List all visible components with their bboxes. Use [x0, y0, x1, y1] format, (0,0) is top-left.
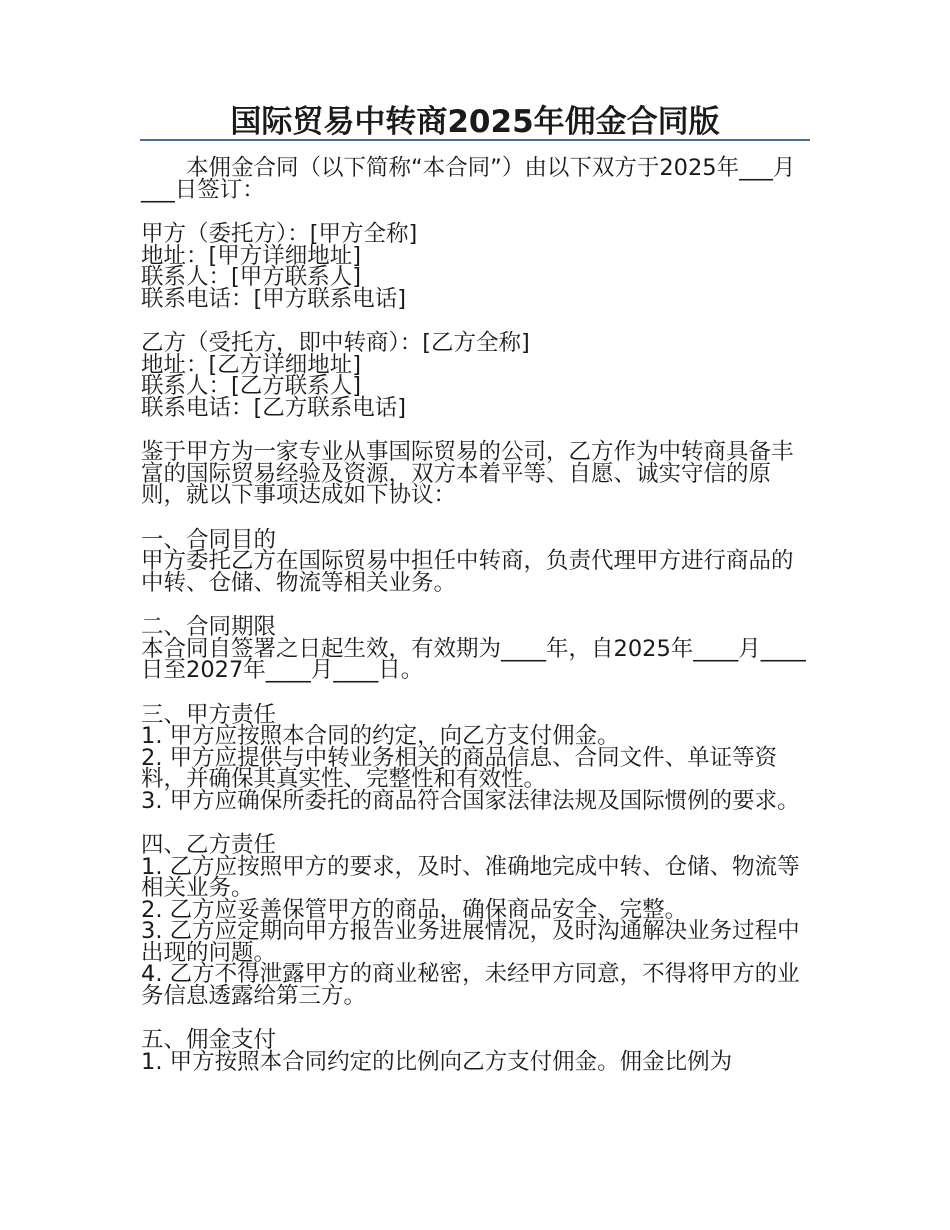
section-item: 本合同自签署之日起生效，有效期为____年，自2025年____月____日至2027年____月____日。 [141, 635, 806, 683]
preamble-paragraph: 鉴于甲方为一家专业从事国际贸易的公司，乙方作为中转商具备丰富的国际贸易经验及资源，双方本着平等、自愿、诚实守信的原则，就以下事项达成如下协议： [141, 439, 794, 508]
party-a-name: 甲方（委托方）：[甲方全称] [141, 221, 418, 247]
document-body [141, 155, 811, 1096]
intro-paragraph: 本佣金合同（以下简称“本合同”）由以下双方于2025年___月___日签订： [141, 155, 796, 203]
section-heading: 二、合同期限 [141, 614, 277, 640]
section-item: 1. 甲方应按照本合同的约定，向乙方支付佣金。 [141, 723, 620, 749]
section-heading: 三、甲方责任 [141, 701, 277, 728]
section-heading: 四、乙方责任 [141, 832, 277, 858]
section-commission [141, 1027, 811, 1075]
party-a-contact: 联系人：[甲方联系人] [141, 264, 362, 290]
party-a-phone: 联系电话：[甲方联系电话] [141, 285, 407, 312]
section-heading: 五、佣金支付 [141, 1027, 277, 1053]
party-b-name: 乙方（受托方，即中转商）：[乙方全称] [141, 330, 530, 356]
section-item: 甲方委托乙方在国际贸易中担任中转商，负责代理甲方进行商品的中转、仓储、物流等相关业务。 [141, 548, 794, 596]
party-b-address: 地址：[乙方详细地址] [141, 351, 362, 378]
section-party-b-duties [141, 832, 811, 1009]
section-item: 4. 乙方不得泄露甲方的商业秘密，未经甲方同意，不得将甲方的业务信息透露给第三方。 [141, 961, 800, 1009]
section-party-a-duties [141, 701, 811, 814]
section-purpose [141, 526, 811, 596]
party-a-address: 地址：[甲方详细地址] [141, 242, 362, 269]
party-b-phone: 联系电话：[乙方联系电话] [141, 394, 407, 421]
document-title: 国际贸易中转商2025年佣金合同版 [230, 104, 720, 140]
section-item: 2. 乙方应妥善保管甲方的商品，确保商品安全、完整。 [141, 896, 688, 923]
party-b-contact: 联系人：[乙方联系人] [141, 373, 362, 399]
title-underline [140, 139, 810, 141]
party-a-block [141, 221, 811, 312]
section-term [141, 614, 811, 683]
section-heading: 一、合同目的 [141, 526, 277, 553]
section-item: 2. 甲方应提供与中转业务相关的商品信息、合同文件、单证等资料，并确保其真实性、完整性和有效性。 [141, 744, 778, 792]
section-item: 1. 乙方应按照甲方的要求，及时、准确地完成中转、仓储、物流等相关业务。 [141, 853, 800, 901]
section-item: 1. 甲方按照本合同约定的比例向乙方支付佣金。佣金比例为 [141, 1048, 733, 1075]
party-b-block [141, 330, 811, 421]
section-item: 3. 甲方应确保所委托的商品符合国家法律法规及国际惯例的要求。 [141, 787, 800, 814]
section-item: 3. 乙方应定期向甲方报告业务进展情况，及时沟通解决业务过程中出现的问题。 [141, 918, 800, 966]
